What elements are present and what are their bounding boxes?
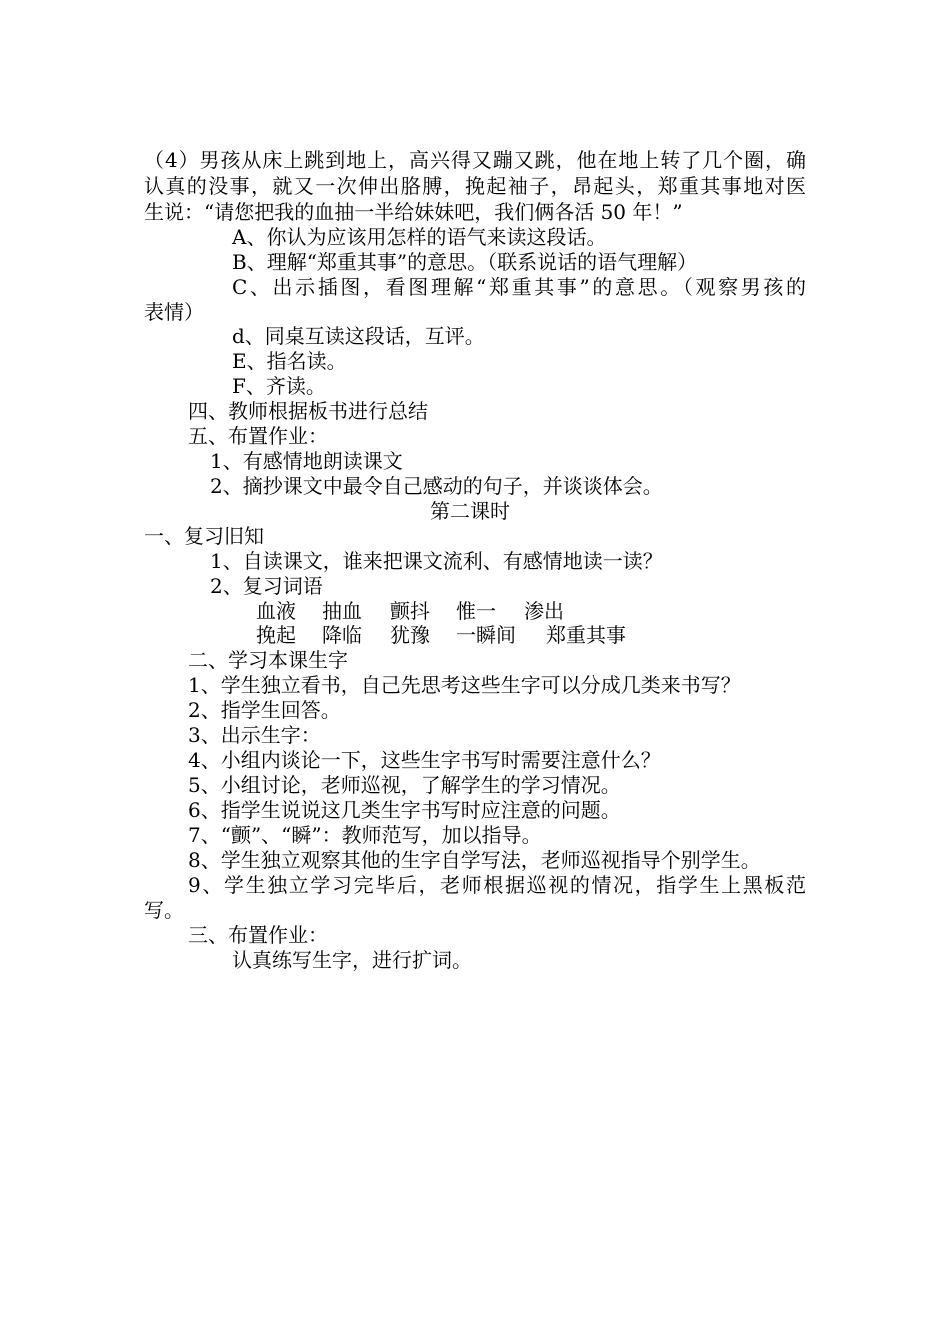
question-f: F、齐读。 <box>232 374 326 398</box>
summary-heading: 四、教师根据板书进行总结 <box>188 399 428 423</box>
question-a: A、你认为应该用怎样的语气来读这段话。 <box>232 225 607 249</box>
vocab-word: 血液 <box>256 599 296 623</box>
question-c-line-1: C、出示插图，看图理解“郑重其事”的意思。（观察男孩的 <box>232 275 806 299</box>
question-d: d、同桌互读这段话，互评。 <box>232 324 485 348</box>
vocab-word: 挽起 <box>256 623 296 647</box>
review-item: 1、自读课文，谁来把课文流利、有感情地读一读？ <box>210 549 663 573</box>
characters-step: 7、“颤”、“瞬”：教师范写，加以指导。 <box>188 823 542 847</box>
characters-step: 4、小组内谈论一下，这些生字书写时需要注意什么？ <box>188 748 661 772</box>
characters-step-continuation: 写。 <box>144 898 184 922</box>
question-e: E、指名读。 <box>232 349 347 373</box>
characters-step: 1、学生独立看书，自己先思考这些生字可以分成几类来书写？ <box>188 673 741 697</box>
final-homework-heading: 三、布置作业： <box>188 923 328 947</box>
question-c-line-2: 表情） <box>144 300 204 324</box>
characters-step: 3、出示生字： <box>188 723 321 747</box>
review-item: 2、复习词语 <box>210 574 323 598</box>
lesson-2-title: 第二课时 <box>430 499 510 523</box>
vocab-word: 郑重其事 <box>546 623 626 647</box>
characters-step: 9、学生独立学习完毕后，老师根据巡视的情况，指学生上黑板范 <box>188 873 806 897</box>
question-b: B、理解“郑重其事”的意思。（联系说话的语气理解） <box>232 250 698 274</box>
vocab-word: 一瞬间 <box>456 623 516 647</box>
characters-step: 2、指学生回答。 <box>188 698 341 722</box>
homework-item: 1、有感情地朗读课文 <box>210 449 403 473</box>
final-homework-text: 认真练写生字，进行扩词。 <box>232 948 472 972</box>
vocab-word: 惟一 <box>456 599 496 623</box>
characters-step: 6、指学生说说这几类生字书写时应注意的问题。 <box>188 798 621 822</box>
paragraph-4-line-1: （4）男孩从床上跳到地上，高兴得又蹦又跳，他在地上转了几个圈，确 <box>144 148 806 172</box>
vocab-word: 抽血 <box>322 599 362 623</box>
characters-heading: 二、学习本课生字 <box>188 648 348 672</box>
vocab-word: 颤抖 <box>390 599 430 623</box>
paragraph-4-line-3: 生说：“请您把我的血抽一半给妹妹吧，我们俩各活 50 年！” <box>144 200 683 224</box>
vocab-word: 降临 <box>322 623 362 647</box>
vocab-word: 犹豫 <box>390 623 430 647</box>
homework-item: 2、摘抄课文中最令自己感动的句子，并谈谈体会。 <box>210 474 663 498</box>
characters-step: 8、学生独立观察其他的生字自学写法，老师巡视指导个别学生。 <box>188 848 761 872</box>
review-heading: 一、复习旧知 <box>144 524 264 548</box>
homework-heading: 五、布置作业： <box>188 424 328 448</box>
vocab-word: 渗出 <box>524 599 564 623</box>
characters-step: 5、小组讨论，老师巡视，了解学生的学习情况。 <box>188 773 621 797</box>
paragraph-4-line-2: 认真的没事，就又一次伸出胳膊，挽起袖子，昂起头，郑重其事地对医 <box>144 174 806 198</box>
